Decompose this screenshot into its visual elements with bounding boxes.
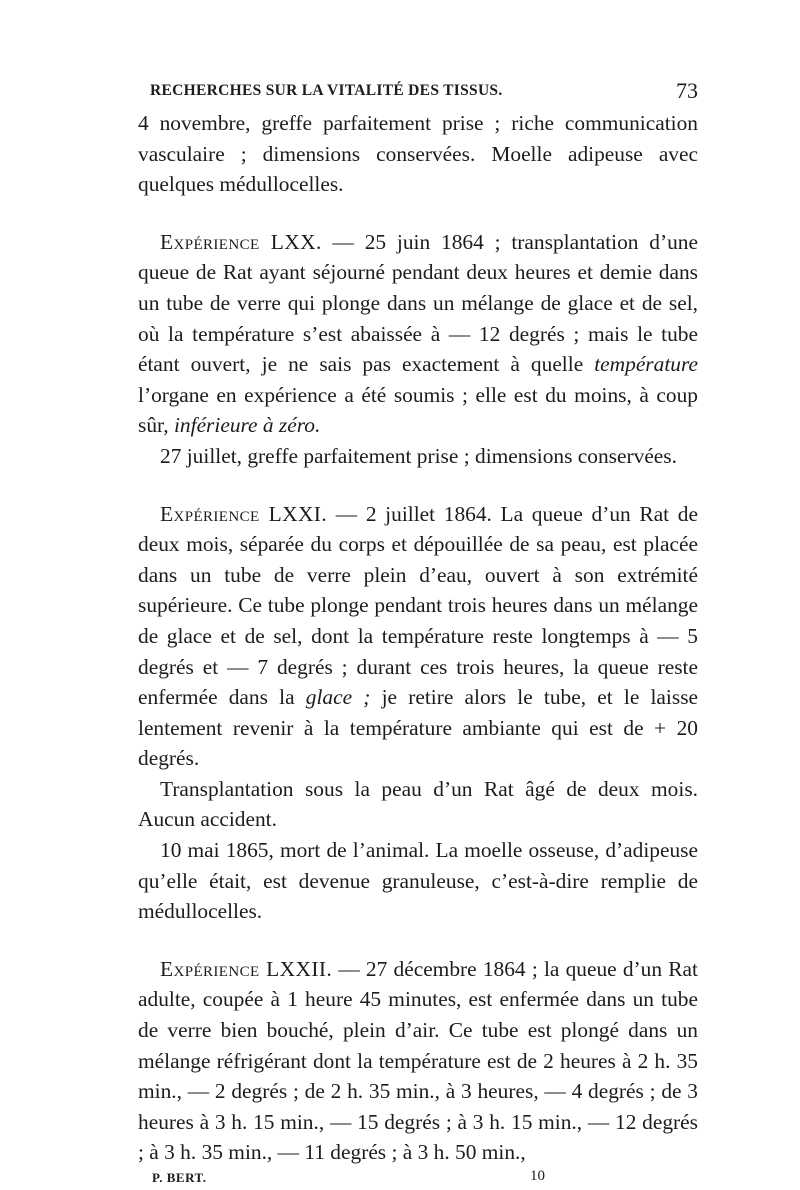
running-title: RECHERCHES SUR LA VITALITÉ DES TISSUS. (150, 82, 503, 99)
paragraph-text: l’organe en expérience a été soumis ; elle est du moins, à coup sûr, (138, 382, 698, 438)
paragraph-result (138, 835, 698, 927)
paragraph-experiment-lxxi (138, 499, 698, 774)
paragraph-experiment-lxxii (138, 954, 698, 1168)
paragraph-experiment-lxx (138, 227, 698, 441)
experiment-label: Expérience LXXI. (160, 501, 328, 526)
experiment-label: Expérience LXX. (160, 229, 322, 254)
italic-term: inférieure à zéro. (173, 413, 321, 438)
paragraph-text: — 27 décembre 1864 ; la queue d’un Rat adulte, coupée à 1 heure 45 minutes, est enfermée dans un tube de verre bien bouché, plein d’air. Ce tube est plongé dans un mélange réfrigérant dont la température est de 2 heures à 2 h. 35 min., — 2 degrés ; de 2 h. 35 min., à 3 heures, — 4 degrés ; de 3 heures à 3 h. 15 min., — 15 degrés ; à 3 h. 15 min., — 12 degrés ; à 3 h. 35 min., — 11 degrés ; à 3 h. 50 min., (138, 956, 698, 1165)
footer-author: P. BERT. (152, 1170, 207, 1185)
italic-term: température (594, 352, 698, 377)
paragraph-text: — 2 juillet 1864. La queue d’un Rat de deux mois, séparée du corps et dépouillée de sa peau, est placée dans un tube de verre plein d’eau, ouvert à son extrémité supérieure. Ce tube plonge pendant trois heures dans un mélange de glace et de sel, dont la température reste longtemps à — 5 degrés et — 7 degrés ; durant ces trois heures, la queue reste enfermée dans la (138, 501, 698, 710)
experiment-label: Expérience LXXII. (160, 956, 333, 981)
running-head (138, 78, 698, 108)
body-text (138, 108, 698, 1168)
paragraph-text: 4 novembre, greffe parfaitement prise ; riche communication vasculaire ; dimensions conservées. Moelle adipeuse avec quelques médullocelles. (138, 111, 698, 197)
signature-mark: 10 (530, 1168, 545, 1184)
page-number: 73 (676, 78, 698, 103)
paragraph-text: 27 juillet, greffe parfaitement prise ; dimensions conservées. (160, 443, 677, 468)
paragraph-continuation (138, 108, 698, 200)
paragraph-text: je retire alors le tube, et le laisse lentement revenir à la température ambiante qui est de + 20 degrés. (138, 685, 699, 771)
paragraph-text: 10 mai 1865, mort de l’animal. La moelle osseuse, d’adipeuse qu’elle était, est devenue granuleuse, c’est-à-dire remplie de médullocelles. (138, 838, 698, 924)
page-footer (138, 1168, 698, 1190)
book-page (138, 78, 698, 1190)
paragraph-result (138, 441, 698, 472)
paragraph-transplantation (138, 774, 698, 835)
paragraph-text: — 25 juin 1864 ; transplantation d’une queue de Rat ayant séjourné pendant deux heures et demie dans un tube de verre qui plonge dans un mélange de glace et de sel, où la température s’est abaissée à — 12 degrés ; mais le tube étant ouvert, je ne sais pas exactement à quelle (138, 229, 698, 377)
paragraph-text: Transplantation sous la peau d’un Rat âgé de deux mois. Aucun accident. (138, 776, 698, 832)
italic-term: glace ; (305, 685, 371, 710)
